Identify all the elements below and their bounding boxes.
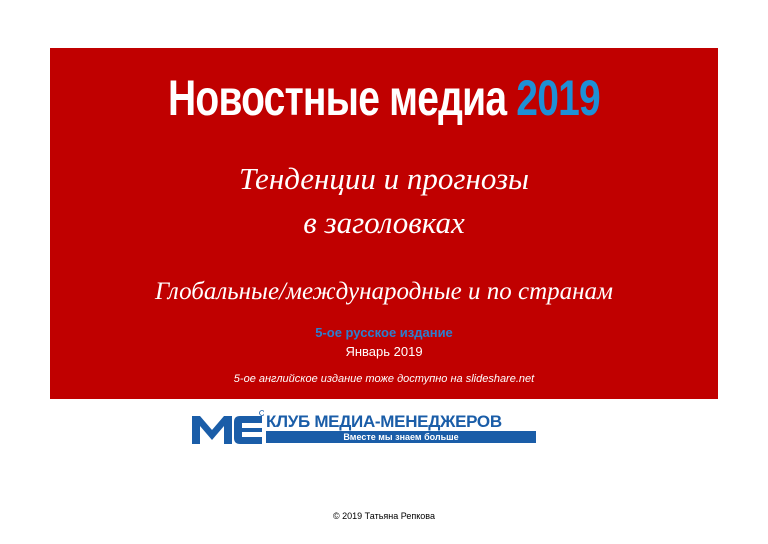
logo-tagline: Вместе мы знаем больше — [266, 431, 536, 443]
subtitle-line-2: в заголовках — [303, 205, 465, 240]
edition-date: Январь 2019 — [345, 344, 423, 359]
copyright: © 2019 Татьяна Репкова — [333, 511, 435, 521]
scope-text: Глобальные/международные и по странам — [155, 278, 613, 305]
media-club-logo-mark — [192, 410, 264, 446]
edition-label: 5-ое русское издание — [315, 325, 453, 340]
logo-club-name: КЛУБ МЕДИА-МЕНЕДЖЕРОВ — [266, 413, 536, 431]
english-edition-note: 5-ое английское издание тоже доступно на slideshare.net — [233, 373, 535, 385]
title-year: 2019 — [516, 70, 600, 126]
title-main: Новостные медиа — [168, 70, 507, 126]
subtitle-line-1: Тенденции и прогнозы — [238, 161, 530, 196]
subtitle — [0, 157, 768, 245]
page-title — [84, 70, 683, 126]
